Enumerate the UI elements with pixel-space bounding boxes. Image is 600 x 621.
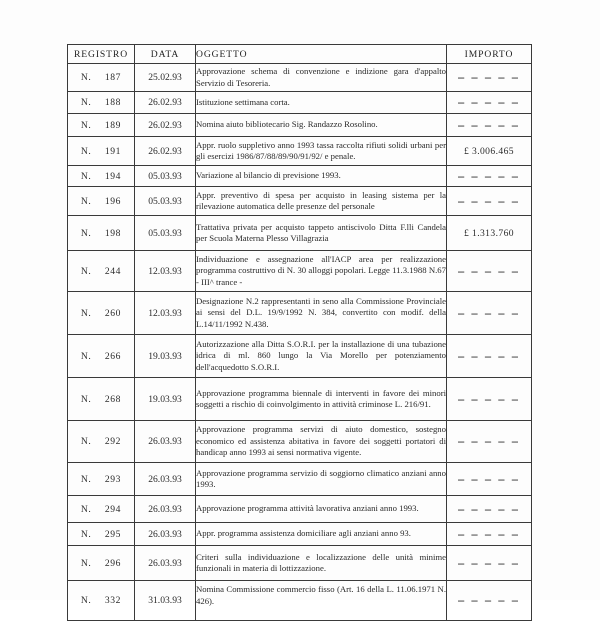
registro-number: 187	[104, 72, 122, 83]
subject-cell: Trattativa privata per acquisto tappeto antiscivolo Ditta F.lli Candela per Scuola Materna Plesso Villagrazia	[196, 216, 447, 251]
amount-cell	[447, 251, 532, 292]
registro-cell	[68, 581, 135, 621]
table-row	[68, 546, 532, 581]
empty-amount-dashes: — — — — —	[457, 197, 521, 206]
registro-number: 292	[104, 436, 122, 447]
registro-prefix: N.	[80, 145, 92, 157]
empty-amount-dashes: — — — — —	[457, 267, 521, 276]
date-cell: 26.03.93	[135, 421, 196, 463]
date-cell: 26.02.93	[135, 114, 196, 137]
amount-cell	[447, 378, 532, 421]
table-row	[68, 523, 532, 546]
date-cell: 25.02.93	[135, 64, 196, 92]
header-oggetto: OGGETTO	[196, 45, 447, 64]
date-cell: 05.03.93	[135, 216, 196, 251]
header-importo: IMPORTO	[447, 45, 532, 64]
amount-cell	[447, 187, 532, 216]
registro-prefix: N.	[80, 528, 92, 540]
registro-number: 260	[104, 307, 122, 319]
date-cell: 19.03.93	[135, 335, 196, 378]
amount-cell	[447, 92, 532, 114]
subject-cell: Appr. preventivo di spesa per acquisto in leasing sistema per la rilevazione automatica delle presenze del personale	[196, 187, 447, 216]
registro-number: 295	[104, 528, 122, 540]
header-registro: REGISTRO	[68, 45, 135, 64]
empty-amount-dashes: — — — — —	[457, 597, 521, 605]
registro-prefix: N.	[80, 307, 92, 319]
date-cell: 05.03.93	[135, 187, 196, 216]
empty-amount-dashes: — — — — —	[457, 438, 521, 446]
subject-cell: Approvazione programma attività lavorativa anziani anno 1993.	[196, 496, 447, 523]
registro-prefix: N.	[80, 119, 92, 131]
date-cell: 26.03.93	[135, 463, 196, 496]
date-cell: 26.03.93	[135, 546, 196, 581]
empty-amount-dashes: — — — — —	[457, 309, 521, 318]
registro-cell	[68, 114, 135, 137]
registro-cell	[68, 463, 135, 496]
empty-amount-dashes: — — — — —	[457, 475, 521, 484]
empty-amount-dashes: — — — — —	[457, 395, 521, 404]
registro-cell	[68, 546, 135, 581]
table-row	[68, 292, 532, 335]
registro-number: 268	[104, 393, 122, 405]
subject-cell: Variazione al bilancio di previsione 1993.	[196, 166, 447, 187]
registro-prefix: N.	[80, 350, 92, 362]
registro-number: 296	[104, 557, 122, 569]
amount-cell	[447, 546, 532, 581]
amount-cell	[447, 421, 532, 463]
table-row	[68, 166, 532, 187]
date-cell: 26.02.93	[135, 92, 196, 114]
registro-cell	[68, 496, 135, 523]
subject-cell: Nomina aiuto bibliotecario Sig. Randazzo Rosolino.	[196, 114, 447, 137]
table-row	[68, 496, 532, 523]
subject-cell: Appr. ruolo suppletivo anno 1993 tassa raccolta rifiuti solidi urbani per gli esercizi 1986/87/88/89/90/91/92/ e penale.	[196, 137, 447, 166]
registro-cell	[68, 187, 135, 216]
table-body	[68, 64, 532, 621]
table-row	[68, 114, 532, 137]
deliberations-register-table	[67, 44, 532, 621]
amount-cell	[447, 523, 532, 546]
subject-cell: Designazione N.2 rappresentanti in seno alla Commissione Provinciale ai sensi del D.L. 19/9/1992 N. 384, convertito con modif. della L.14/11/1992 N.438.	[196, 292, 447, 335]
date-cell: 05.03.93	[135, 166, 196, 187]
subject-cell: Approvazione programma biennale di interventi in favore dei minori soggetti a rischio di coinvolgimento in attività criminose L. 216/91.	[196, 378, 447, 421]
registro-cell	[68, 137, 135, 166]
empty-amount-dashes: — — — — —	[457, 121, 521, 130]
registro-number: 194	[104, 170, 122, 182]
amount-cell	[447, 463, 532, 496]
table-row	[68, 64, 532, 92]
subject-cell: Criteri sulla individuazione e localizzazione delle unità minime funzionali in materia di lottizzazione.	[196, 546, 447, 581]
subject-cell: Individuazione e assegnazione all'IACP area per realizzazione programma costruttivo di N. 30 alloggi popolari. Legge 11.3.1988 N.67 - III^ trance -	[196, 251, 447, 292]
date-cell: 19.03.93	[135, 378, 196, 421]
subject-cell: Nomina Commissione commercio fisso (Art. 16 della L. 11.06.1971 N. 426).	[196, 581, 447, 621]
registro-prefix: N.	[80, 170, 92, 182]
registro-cell	[68, 523, 135, 546]
registro-prefix: N.	[80, 473, 92, 485]
amount-cell	[447, 166, 532, 187]
registro-prefix: N.	[80, 557, 92, 569]
date-cell: 26.03.93	[135, 523, 196, 546]
table-row	[68, 335, 532, 378]
amount-cell	[447, 581, 532, 621]
registro-number: 189	[104, 119, 122, 131]
header-data: DATA	[135, 45, 196, 64]
subject-cell: Istituzione settimana corta.	[196, 92, 447, 114]
empty-amount-dashes: — — — — —	[457, 559, 521, 568]
registro-prefix: N.	[80, 436, 92, 447]
amount-cell	[447, 335, 532, 378]
registro-prefix: N.	[80, 195, 92, 207]
empty-amount-dashes: — — — — —	[457, 99, 521, 107]
registro-prefix: N.	[80, 503, 92, 515]
registro-prefix: N.	[80, 595, 92, 606]
table-row	[68, 92, 532, 114]
subject-cell: Autorizzazione alla Ditta S.O.R.I. per la installazione di una tubazione idrica di ml. 860 lungo la Via Morello per potenziamento dell'acquedotto S.O.R.I.	[196, 335, 447, 378]
registro-number: 266	[104, 350, 122, 362]
registro-cell	[68, 292, 135, 335]
registro-number: 294	[104, 503, 122, 515]
date-cell: 12.03.93	[135, 292, 196, 335]
date-cell: 26.02.93	[135, 137, 196, 166]
empty-amount-dashes: — — — — —	[457, 74, 521, 82]
table-row	[68, 216, 532, 251]
empty-amount-dashes: — — — — —	[457, 352, 521, 361]
amount-cell: £ 1.313.760	[447, 216, 532, 251]
table-row	[68, 463, 532, 496]
table-row	[68, 581, 532, 621]
table-row	[68, 187, 532, 216]
registro-number: 188	[104, 97, 122, 108]
registro-number: 293	[104, 473, 122, 485]
amount-cell	[447, 64, 532, 92]
registro-prefix: N.	[80, 72, 92, 83]
registro-cell	[68, 335, 135, 378]
empty-amount-dashes: — — — — —	[457, 172, 521, 181]
date-cell: 12.03.93	[135, 251, 196, 292]
amount-cell	[447, 114, 532, 137]
registro-cell	[68, 216, 135, 251]
registro-prefix: N.	[80, 393, 92, 405]
registro-number: 196	[104, 195, 122, 207]
registro-number: 244	[104, 265, 122, 277]
amount-cell	[447, 292, 532, 335]
registro-prefix: N.	[80, 97, 92, 108]
empty-amount-dashes: — — — — —	[457, 530, 521, 539]
table-row	[68, 421, 532, 463]
amount-cell: £ 3.006.465	[447, 137, 532, 166]
date-cell: 26.03.93	[135, 496, 196, 523]
registro-number: 332	[104, 595, 122, 606]
table-row	[68, 251, 532, 292]
registro-cell	[68, 378, 135, 421]
registro-number: 191	[104, 145, 122, 157]
amount-cell	[447, 496, 532, 523]
registro-number: 198	[104, 227, 122, 239]
registro-cell	[68, 166, 135, 187]
date-cell: 31.03.93	[135, 581, 196, 621]
subject-cell: Appr. programma assistenza domiciliare agli anziani anno 93.	[196, 523, 447, 546]
subject-cell: Approvazione programma servizio di soggiorno climatico anziani anno 1993.	[196, 463, 447, 496]
subject-cell: Approvazione schema di convenzione e indizione gara d'appalto Servizio di Tesoreria.	[196, 64, 447, 92]
empty-amount-dashes: — — — — —	[457, 505, 521, 514]
table-row	[68, 137, 532, 166]
table-header-row	[68, 45, 532, 64]
registro-prefix: N.	[80, 227, 92, 239]
subject-cell: Approvazione programma servizi di aiuto domestico, sostegno economico ed assistenza abitativa in favore dei soggetti portatori di handicap anno 1993 ai sensi normativa vigente.	[196, 421, 447, 463]
registro-cell	[68, 64, 135, 92]
table-row	[68, 378, 532, 421]
registro-cell	[68, 92, 135, 114]
registro-cell	[68, 421, 135, 463]
registro-cell	[68, 251, 135, 292]
registro-prefix: N.	[80, 265, 92, 277]
